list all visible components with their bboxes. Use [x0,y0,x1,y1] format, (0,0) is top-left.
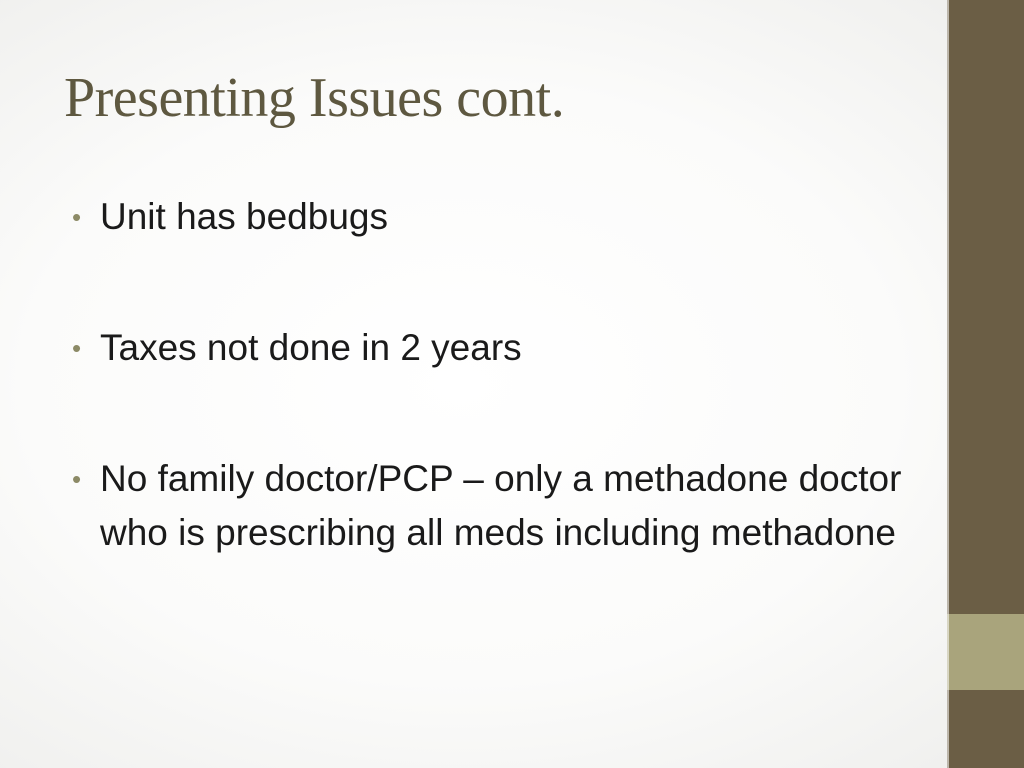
decorative-sidebar [947,0,1024,768]
sidebar-band-top [947,0,1024,614]
sidebar-band-accent [947,614,1024,690]
bullet-item [72,321,912,375]
bullet-item [72,452,912,560]
bullet-text: Unit has bedbugs [100,196,388,237]
bullet-text: Taxes not done in 2 years [100,327,522,368]
slide-title: Presenting Issues cont. [64,67,565,129]
bullet-dot-icon: • [72,333,82,363]
bullet-list [72,190,912,637]
sidebar-edge [947,0,949,768]
bullet-dot-icon: • [72,202,82,232]
bullet-item [72,190,912,244]
bullet-text: No family doctor/PCP – only a methadone doctor who is prescribing all meds including methadone [100,458,902,553]
sidebar-band-bottom [947,690,1024,768]
bullet-dot-icon: • [72,464,82,494]
